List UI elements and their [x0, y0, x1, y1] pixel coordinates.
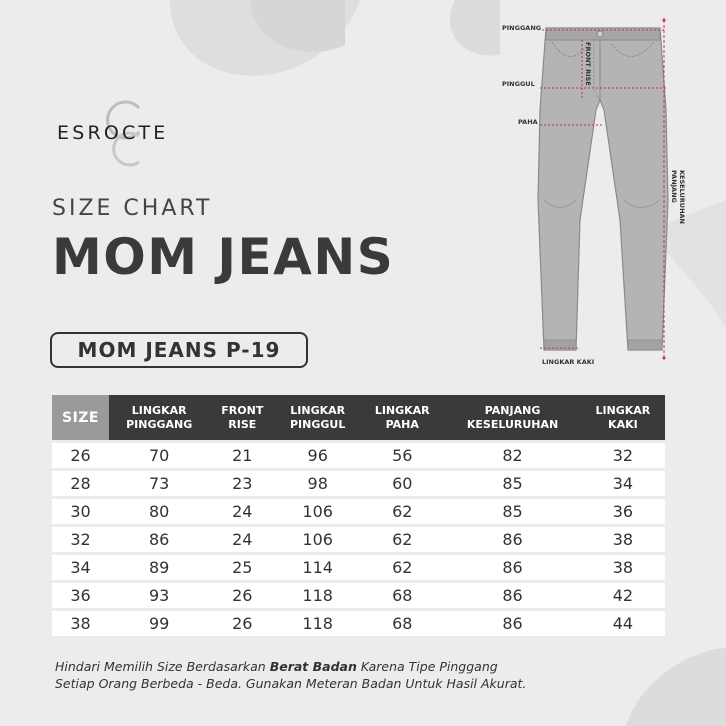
label-lingkar-kaki: LINGKAR KAKI [542, 358, 595, 366]
table-cell: 96 [275, 443, 360, 468]
label-front-rise: FRONT RISE [584, 42, 592, 86]
table-cell: 68 [360, 611, 444, 636]
page-title: MOM JEANS [52, 228, 395, 286]
table-row [52, 471, 665, 496]
table-cell: 34 [581, 471, 665, 496]
size-cell: 36 [52, 583, 109, 608]
size-cell: 30 [52, 499, 109, 524]
table-row [52, 611, 665, 636]
column-header-size: SIZE [52, 395, 109, 440]
table-cell: 86 [109, 527, 209, 552]
column-header-lingkar-pinggang: LINGKAR PINGGANG [109, 395, 209, 440]
table-cell: 93 [109, 583, 209, 608]
label-keseluruhan: KESELURUHAN [678, 170, 686, 224]
page-subtitle: SIZE CHART [52, 196, 213, 221]
table-cell: 25 [209, 555, 275, 580]
label-panjang: PANJANG [670, 170, 678, 203]
table-cell: 62 [360, 555, 444, 580]
label-pinggang: PINGGANG [502, 24, 542, 32]
table-row [52, 499, 665, 524]
column-header-lingkar-kaki: LINGKAR KAKI [581, 395, 665, 440]
table-cell: 85 [444, 471, 580, 496]
table-cell: 56 [360, 443, 444, 468]
table-cell: 73 [109, 471, 209, 496]
table-cell: 26 [209, 583, 275, 608]
size-cell: 38 [52, 611, 109, 636]
table-row [52, 583, 665, 608]
column-header-panjang-keseluruhan: PANJANG KESELURUHAN [444, 395, 580, 440]
jeans-measurement-diagram [500, 10, 720, 370]
sizing-note: Hindari Memilih Size Berdasarkan Berat Badan Karena Tipe Pinggang Setiap Orang Berbeda - Beda. Gunakan Meteran Badan Untuk Hasil Akurat. [55, 659, 527, 691]
size-chart-table [52, 392, 665, 639]
table-cell: 44 [581, 611, 665, 636]
table-cell: 62 [360, 527, 444, 552]
table-cell: 98 [275, 471, 360, 496]
table-cell: 86 [444, 611, 580, 636]
table-row [52, 527, 665, 552]
brand-logo [57, 100, 197, 170]
label-pinggul: PINGGUL [502, 80, 535, 88]
table-cell: 60 [360, 471, 444, 496]
table-header-row [52, 395, 665, 440]
label-paha: PAHA [518, 118, 538, 126]
table-row [52, 443, 665, 468]
column-header-front-rise: FRONT RISE [209, 395, 275, 440]
table-cell: 62 [360, 499, 444, 524]
table-cell: 106 [275, 527, 360, 552]
table-cell: 32 [581, 443, 665, 468]
table-cell: 68 [360, 583, 444, 608]
product-code-badge: MOM JEANS P-19 [50, 332, 308, 368]
table-row [52, 555, 665, 580]
jeans-illustration [538, 28, 668, 350]
table-cell: 36 [581, 499, 665, 524]
table-cell: 21 [209, 443, 275, 468]
table-cell: 118 [275, 583, 360, 608]
size-cell: 26 [52, 443, 109, 468]
table-cell: 23 [209, 471, 275, 496]
table-cell: 80 [109, 499, 209, 524]
table-cell: 24 [209, 527, 275, 552]
table-cell: 24 [209, 499, 275, 524]
table-cell: 86 [444, 527, 580, 552]
table-cell: 42 [581, 583, 665, 608]
column-header-lingkar-pinggul: LINGKAR PINGGUL [275, 395, 360, 440]
table-cell: 99 [109, 611, 209, 636]
size-cell: 28 [52, 471, 109, 496]
table-cell: 70 [109, 443, 209, 468]
table-cell: 85 [444, 499, 580, 524]
table-cell: 89 [109, 555, 209, 580]
table-cell: 26 [209, 611, 275, 636]
table-cell: 86 [444, 555, 580, 580]
table-cell: 118 [275, 611, 360, 636]
table-cell: 114 [275, 555, 360, 580]
table-cell: 106 [275, 499, 360, 524]
table-cell: 82 [444, 443, 580, 468]
brand-name: ESROCTE [57, 122, 169, 144]
size-cell: 32 [52, 527, 109, 552]
table-cell: 38 [581, 555, 665, 580]
size-cell: 34 [52, 555, 109, 580]
table-cell: 86 [444, 583, 580, 608]
table-cell: 38 [581, 527, 665, 552]
column-header-lingkar-paha: LINGKAR PAHA [360, 395, 444, 440]
